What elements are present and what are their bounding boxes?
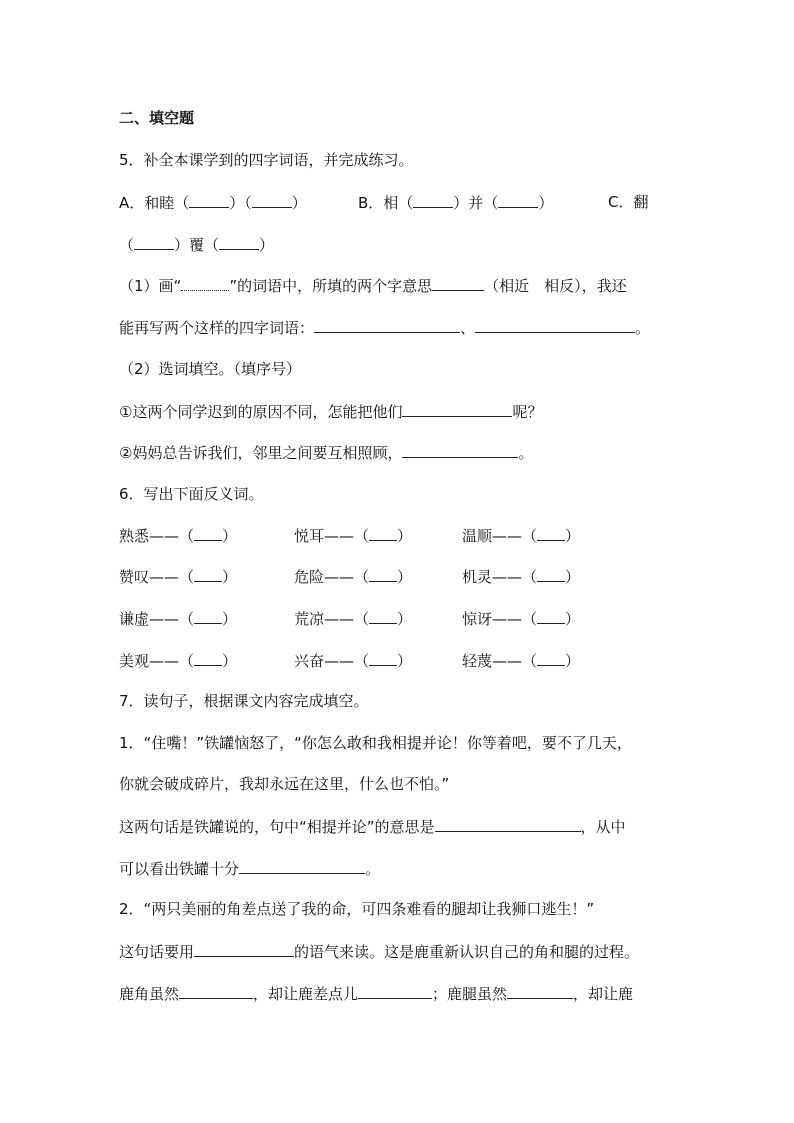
q7-s1-line2: 你就会破成碎片，我却永远在这里，什么也不怕。” — [119, 775, 450, 793]
blank[interactable] — [402, 401, 512, 417]
q7-s1-question2: 可以看出铁罐十分 。 — [119, 860, 381, 878]
blank[interactable] — [369, 566, 397, 582]
antonym-item: 美观——（ ） — [119, 652, 238, 670]
blank[interactable] — [369, 525, 397, 541]
section-title: 二、填空题 — [119, 109, 195, 127]
blank[interactable] — [369, 650, 397, 666]
q7-s2-line1: 2．“两只美丽的角差点送了我的命，可四条难看的腿却让我狮口逃生！” — [119, 900, 595, 918]
antonym-item: 悦耳——（ ） — [294, 527, 413, 545]
antonym-item: 熟悉——（ ） — [119, 527, 238, 545]
blank[interactable] — [189, 192, 229, 208]
q7-s2-question2: 鹿角虽然 ，却让鹿差点儿 ；鹿腿虽然 ，却让鹿 — [119, 985, 634, 1003]
blank[interactable] — [219, 234, 259, 250]
q5-option-c: C．翻 — [608, 193, 649, 211]
antonym-item: 轻蔑——（ ） — [462, 652, 581, 670]
q6-title: 6．写出下面反义词。 — [119, 485, 264, 503]
blank[interactable] — [358, 983, 432, 999]
wavy-underline-sample — [181, 276, 229, 291]
blank[interactable] — [435, 816, 581, 832]
antonym-item: 惊讶——（ ） — [462, 610, 581, 628]
blank[interactable] — [507, 983, 573, 999]
blank[interactable] — [194, 650, 222, 666]
q5-title: 5．补全本课学到的四字词语，并完成练习。 — [119, 151, 414, 169]
blank[interactable] — [239, 858, 365, 874]
q7-s1-question: 这两句话是铁罐说的，句中“相提并论”的意思是 ，从中 — [119, 818, 626, 836]
blank[interactable] — [432, 275, 484, 291]
q7-title: 7．读句子，根据课文内容完成填空。 — [119, 692, 369, 710]
blank[interactable] — [252, 192, 292, 208]
antonym-item: 荒凉——（ ） — [294, 610, 413, 628]
q5-sub2-title: （2）选词填空。（填序号） — [119, 360, 302, 378]
blank[interactable] — [402, 442, 518, 458]
q5-option-b: B．相（ ）并（ ） — [358, 194, 554, 212]
q5-sub1-line2: 能再写两个这样的四字词语： 、 。 — [119, 319, 651, 337]
blank[interactable] — [194, 566, 222, 582]
blank[interactable] — [194, 525, 222, 541]
antonym-item: 兴奋——（ ） — [294, 652, 413, 670]
blank[interactable] — [369, 608, 397, 624]
q5-sub2-item2: ②妈妈总告诉我们，邻里之间要互相照顾， 。 — [119, 444, 534, 462]
blank[interactable] — [537, 525, 565, 541]
q7-s2-question: 这句话要用 的语气来读。这是鹿重新认识自己的角和腿的过程。 — [119, 943, 640, 961]
blank[interactable] — [413, 192, 453, 208]
blank[interactable] — [498, 192, 538, 208]
blank[interactable] — [194, 608, 222, 624]
antonym-item: 谦虚——（ ） — [119, 610, 238, 628]
q5-sub2-item1: ①这两个同学迟到的原因不同，怎能把他们 呢？ — [119, 403, 543, 421]
blank[interactable] — [134, 234, 174, 250]
q5-sub1-line1: （1）画“ ”的词语中，所填的两个字意思 （相近 相反），我还 — [119, 277, 627, 295]
q5-option-a: A．和睦（ ）（ ） — [119, 194, 307, 212]
blank[interactable] — [194, 941, 294, 957]
blank[interactable] — [537, 608, 565, 624]
antonym-item: 危险——（ ） — [294, 568, 413, 586]
antonym-item: 机灵——（ ） — [462, 568, 581, 586]
q5-option-c-cont: （ ）覆（ ） — [119, 236, 275, 254]
blank[interactable] — [537, 566, 565, 582]
blank[interactable] — [314, 317, 460, 333]
blank[interactable] — [537, 650, 565, 666]
q7-s1-line1: 1．“住嘴！”铁罐恼怒了，“你怎么敢和我相提并论！你等着吧，要不了几天， — [119, 734, 632, 752]
blank[interactable] — [475, 317, 635, 333]
antonym-item: 赞叹——（ ） — [119, 568, 238, 586]
antonym-item: 温顺——（ ） — [462, 527, 581, 545]
blank[interactable] — [179, 983, 253, 999]
